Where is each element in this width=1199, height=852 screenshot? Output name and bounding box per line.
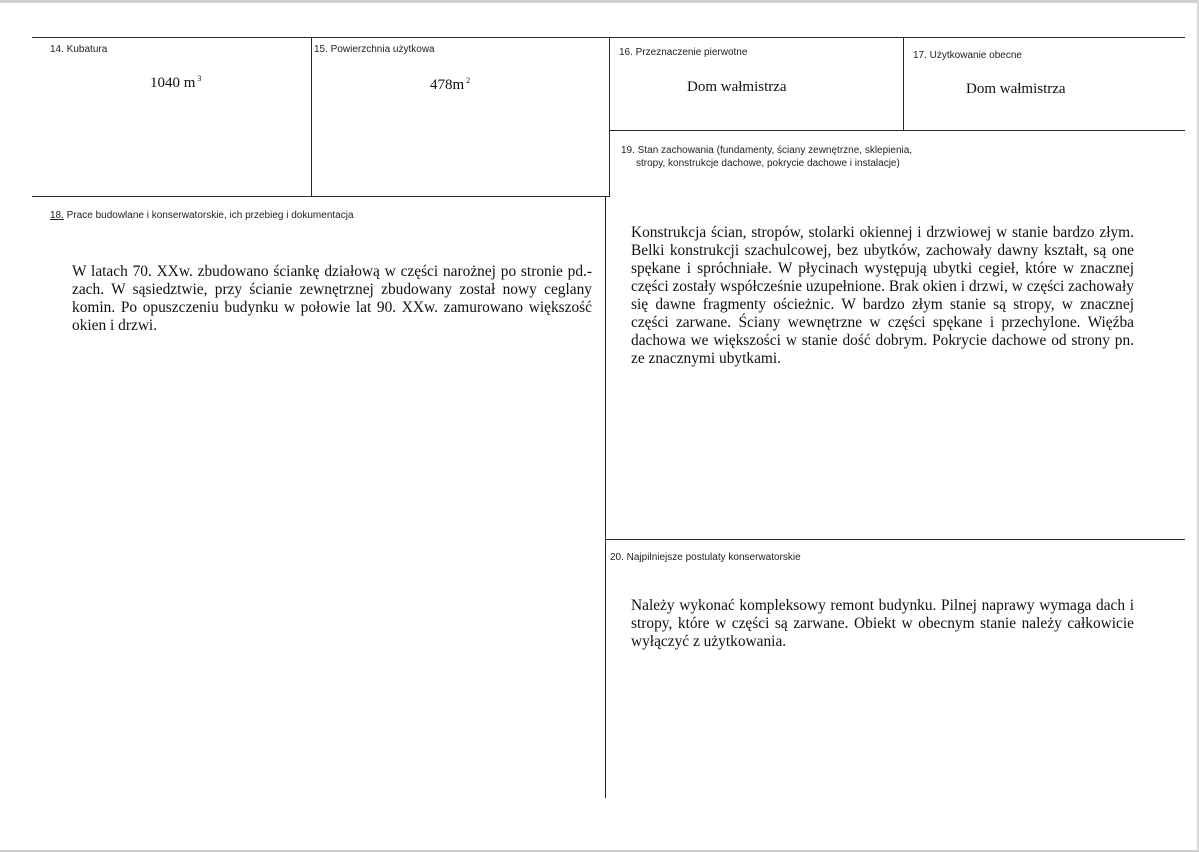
- f18-number: 18.: [50, 210, 64, 221]
- f15-value: [430, 76, 470, 94]
- f18-label: [50, 210, 354, 222]
- divider-15-16: [609, 37, 610, 197]
- f15-label: 15. Powierzchnia użytkowa: [314, 44, 435, 55]
- f15-value-text: 478m: [430, 77, 465, 93]
- f14-value: [150, 74, 201, 92]
- divider-14-15: [311, 37, 312, 197]
- divider-center: [605, 196, 606, 798]
- f19-label-line1: 19. Stan zachowania (fundamenty, ściany zewnętrzne, sklepienia,: [621, 145, 913, 156]
- f19-label-line2: stropy, konstrukcje dachowe, pokrycie dachowe i instalacje): [636, 158, 900, 169]
- f14-label: 14. Kubatura: [50, 44, 108, 55]
- f17-label: 17. Użytkowanie obecne: [913, 50, 1022, 61]
- divider-row1-18: [32, 196, 610, 197]
- f14-value-sup: 3: [197, 74, 202, 83]
- f20-label: 20. Najpilniejsze postulaty konserwatorskie: [610, 552, 801, 563]
- divider-16-19: [609, 130, 1185, 131]
- f19-text: Konstrukcja ścian, stropów, stolarki okiennej i drzwiowej w stanie bardzo złym. Belki konstrukcji szachulcowej, bez ubytków, zachowały dawny kształt, są one spękane i spróchniałe. W płycinach występują ubytki cegieł, które w znacznej części zostały współcześnie uzupełnione. Brak okien i drzwi, w części zachowały się dawne fragmenty ościeżnic. W bardzo złym stanie są stropy, w znacznej części zarwane. Ściany wewnętrzne w części spękane i przechylone. Więźba dachowa we większości w stanie dość dobrym. Pokrycie dachowe od strony pn. ze znacznymi ubytkami.: [631, 224, 1134, 367]
- scan-top-edge: [0, 0, 1199, 3]
- f17-value: Dom wałmistrza: [966, 81, 1066, 97]
- divider-19-20: [605, 539, 1185, 540]
- f20-text: Należy wykonać kompleksowy remont budynku. Pilnej naprawy wymaga dach i stropy, które w części są zarwane. Obiekt w obecnym stanie należy całkowicie wyłączyć z użytkowania.: [631, 597, 1134, 650]
- f16-label: 16. Przeznaczenie pierwotne: [619, 47, 748, 58]
- f16-value: Dom wałmistrza: [687, 79, 787, 95]
- f18-text: W latach 70. XXw. zbudowano ściankę działową w części narożnej po stronie pd.-zach. W sąsiedztwie, przy ścianie zewnętrznej zbudowany został nowy ceglany komin. Po opuszczeniu budynku w połowie lat 90. XXw. zamurowano większość okien i drzwi.: [72, 263, 592, 334]
- f18-label-text: Prace budowlane i konserwatorskie, ich przebieg i dokumentacja: [63, 210, 354, 221]
- f15-value-sup: 2: [466, 76, 471, 85]
- f14-value-text: 1040 m: [150, 75, 196, 91]
- divider-16-17: [903, 37, 904, 131]
